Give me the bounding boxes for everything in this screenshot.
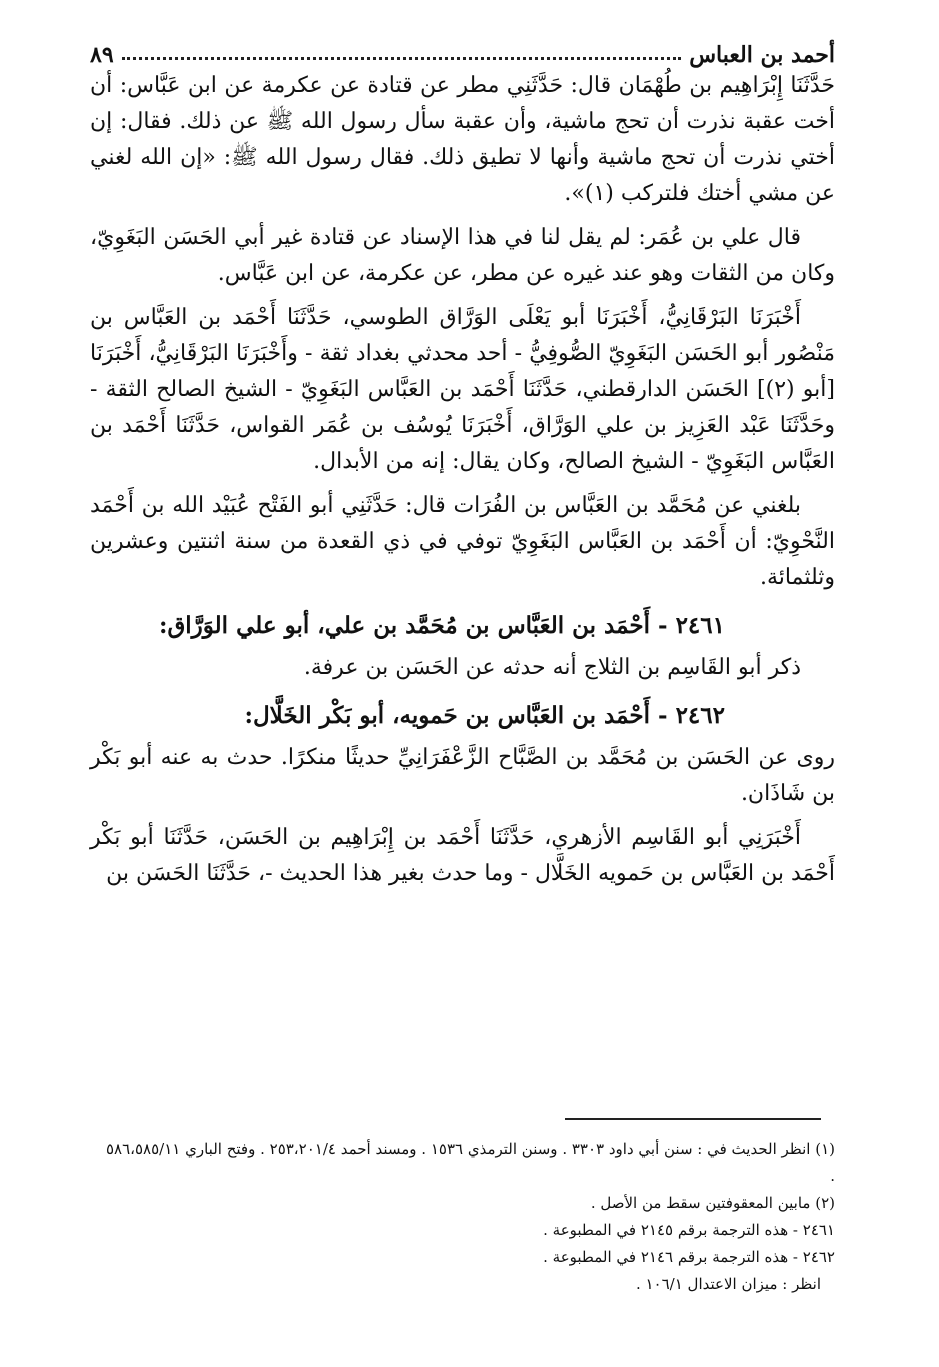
footnote-5: انظر : ميزان الاعتدال ١٠٦/١ . (635, 1275, 821, 1293)
paragraph-6: روى عن الحَسَن بن مُحَمَّد بن الصَّبَّاح الزَّعْفَرَانِيِّ حديثًا منكرًا. حدث به عنه أبو بَكْر بن شَاذَان. (90, 745, 835, 806)
footnotes (100, 1136, 835, 1298)
page-content (90, 36, 835, 900)
paragraph-7: أَخْبَرَنِي أبو القَاسِم الأزهري، حَدَّثَنَا أَحْمَد بن إِبْرَاهِيم بن الحَسَن، حَدَّثَنَا أبو بَكْر أَحْمَد بن العَبَّاس بن حَمويه الخَلَّال - وما حدث بغير هذا الحديث -، حَدَّثَنَا الحَسَن بن (90, 825, 835, 886)
paragraph-2: قال علي بن عُمَر: لم يقل لنا في هذا الإسناد عن قتادة غير أبي الحَسَن البَغَوِيّ، وكان من الثقات وهو عند غيره عن مطر، عن عكرمة، عن ابن عَبَّاس. (90, 225, 835, 286)
paragraph-3: أَخْبَرَنَا البَرْقَانِيُّ، أَخْبَرَنَا أبو يَعْلَى الوَرَّاق الطوسي، حَدَّثَنَا أَحْمَد بن العَبَّاس بن مَنْصُور أبو الحَسَن البَغَوِيّ الصُّوفِيُّ - أحد محدثي بغداد ثقة - وأَخْبَرَنَا البَرْقَانِيُّ، أَخْبَرَنَا [أبو (٢)] الحَسَن الدارقطني، حَدَّثَنَا أَحْمَد بن العَبَّاس البَغَوِيّ - الشيخ الصالح الثقة - وحَدَّثَنَا عَبْد العَزِيز بن علي الوَرَّاق، أَخْبَرَنَا يُوسُف بن عُمَر القواس، حَدَّثَنَا أَحْمَد بن العَبَّاس البَغَوِيّ - الشيخ الصالح، وكان يقال: إنه من الأبدال. (90, 305, 835, 474)
footnote-separator (565, 1118, 821, 1120)
entry-heading-2462: ٢٤٦٢ - أَحْمَد بن العَبَّاس بن حَمويه، أبو بَكْر الخَلَّال: (244, 702, 725, 729)
dotted-leader (122, 57, 682, 60)
page-number: ٨٩ (90, 42, 114, 68)
paragraph-1: حَدَّثَنَا إِبْرَاهِيم بن طُهْمَان قال: حَدَّثَنِي مطر عن قتادة عن عكرمة عن ابن عَبَّاس: أن أخت عقبة نذرت أن تحج ماشية، وأن عقبة سأل رسول الله ﷺ عن ذلك. فقال: إن أختي نذرت أن تحج ماشية وأنها لا تطيق ذلك. فقال رسول الله ﷺ: «إن الله لغني عن مشي أختك فلتركب (١)». (90, 73, 835, 206)
entry-heading-2461: ٢٤٦١ - أَحْمَد بن العَبَّاس بن مُحَمَّد بن علي، أبو علي الوَرَّاق: (158, 612, 725, 639)
paragraph-5: ذكر أبو القَاسِم بن الثلاج أنه حدثه عن الحَسَن بن عرفة. (303, 655, 801, 680)
footnote-4: ٢٤٦٢ - هذه الترجمة برقم ٢١٤٦ في المطبوعة . (543, 1248, 835, 1266)
footnote-2: (٢) مابين المعقوفتين سقط من الأصل . (590, 1194, 835, 1212)
footnote-1: (١) انظر الحديث في : سنن أبي داود ٣٣٠٣ . وسنن الترمذي ١٥٣٦ . ومسند أحمد ٢٥٣،٢٠١/٤ . وفتح الباري ٥٨٦،٥٨٥/١١ . (105, 1140, 835, 1185)
running-title: أحمد بن العباس (689, 42, 835, 68)
paragraph-4: بلغني عن مُحَمَّد بن العَبَّاس بن الفُرَات قال: حَدَّثَنِي أبو الفَتْح عُبَيْد الله بن أَحْمَد النَّحْوِيّ: أن أَحْمَد بن العَبَّاس البَغَوِيّ توفي في ذي القعدة من سنة اثنتين وعشرين وثلثمائة. (90, 493, 835, 590)
footnote-3: ٢٤٦١ - هذه الترجمة برقم ٢١٤٥ في المطبوعة . (543, 1221, 835, 1239)
page-header (90, 36, 835, 68)
